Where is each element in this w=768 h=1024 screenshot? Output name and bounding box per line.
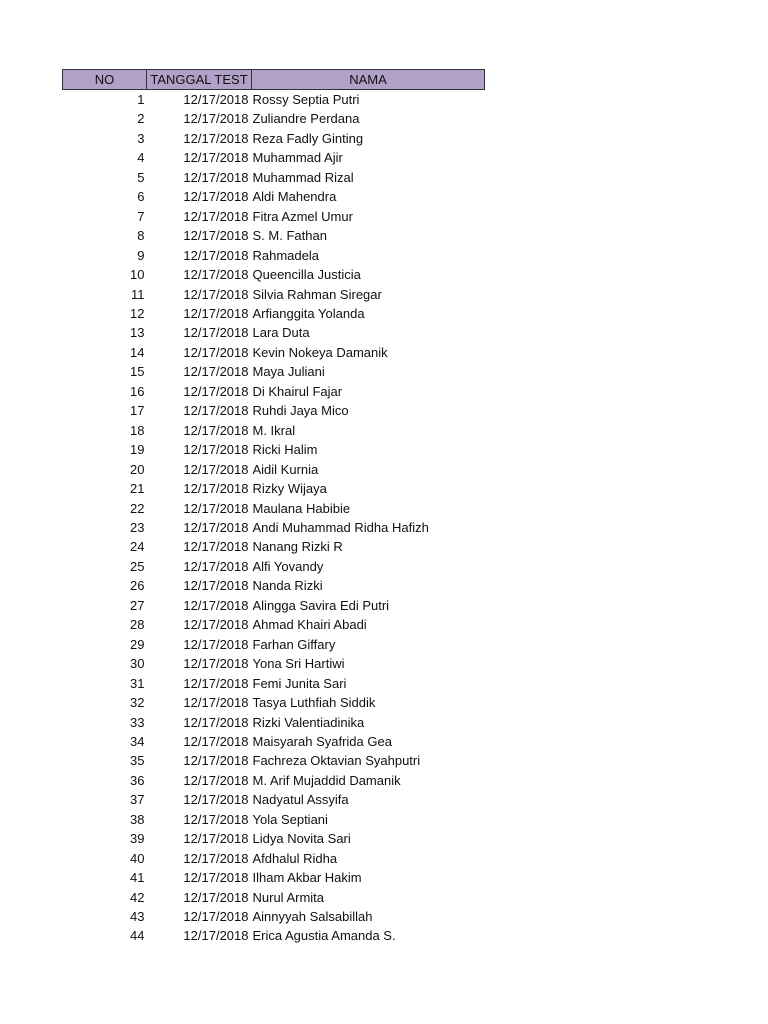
table-row [63, 187, 485, 206]
test-date-cell: 12/17/2018 [183, 792, 249, 808]
row-number-cell: 6 [137, 189, 145, 205]
table-row [63, 499, 485, 518]
test-date-cell: 12/17/2018 [183, 733, 249, 749]
test-date-cell: 12/17/2018 [183, 228, 249, 244]
test-date-cell: 12/17/2018 [183, 597, 249, 613]
row-number-cell: 24 [130, 539, 145, 555]
name-cell: Yona Sri Hartiwi [252, 656, 345, 672]
row-number-cell: 32 [130, 695, 145, 711]
name-cell: Tasya Luthfiah Siddik [252, 695, 376, 711]
name-cell: Fachreza Oktavian Syahputri [252, 753, 421, 769]
name-cell: Aldi Mahendra [252, 189, 337, 205]
table-row [63, 810, 485, 829]
table-row [63, 129, 485, 148]
row-number-cell: 42 [130, 889, 145, 905]
test-date-cell: 12/17/2018 [183, 130, 249, 146]
name-cell: Rizky Wijaya [252, 481, 327, 497]
test-date-cell: 12/17/2018 [183, 753, 249, 769]
header-row [63, 70, 485, 90]
table-row [63, 323, 485, 342]
test-date-cell: 12/17/2018 [183, 831, 249, 847]
table-row [63, 518, 485, 537]
name-cell: Nanang Rizki R [252, 539, 343, 555]
row-number-cell: 1 [137, 92, 145, 107]
name-cell: Kevin Nokeya Damanik [252, 344, 388, 360]
table-row [63, 537, 485, 556]
name-cell: Muhammad Rizal [252, 169, 354, 185]
row-number-cell: 27 [130, 597, 145, 613]
test-date-cell: 12/17/2018 [183, 422, 249, 438]
row-number-cell: 26 [130, 578, 145, 594]
row-number-cell: 8 [137, 228, 145, 244]
test-date-cell: 12/17/2018 [183, 811, 249, 827]
row-number-cell: 9 [137, 247, 145, 263]
test-date-cell: 12/17/2018 [183, 578, 249, 594]
test-date-cell: 12/17/2018 [183, 889, 249, 905]
table-row [63, 576, 485, 595]
row-number-cell: 5 [137, 169, 145, 185]
row-number-cell: 39 [130, 831, 145, 847]
test-date-cell: 12/17/2018 [183, 539, 249, 555]
header-name: NAMA [252, 70, 485, 90]
table-row [63, 401, 485, 420]
test-date-cell: 12/17/2018 [183, 169, 249, 185]
test-date-cell: 12/17/2018 [183, 928, 249, 944]
row-number-cell: 44 [130, 928, 145, 944]
row-number-cell: 23 [130, 519, 145, 535]
name-cell: Afdhalul Ridha [252, 850, 338, 866]
table-row [63, 849, 485, 868]
name-cell: Aidil Kurnia [252, 461, 319, 477]
table-row [63, 207, 485, 226]
test-date-cell: 12/17/2018 [183, 519, 249, 535]
header-test-date: TANGGAL TEST [147, 70, 252, 90]
test-date-cell: 12/17/2018 [183, 92, 249, 107]
row-number-cell: 31 [130, 675, 145, 691]
test-date-cell: 12/17/2018 [183, 305, 249, 321]
table-row [63, 868, 485, 887]
name-cell: Muhammad Ajir [252, 150, 343, 166]
name-cell: Ricki Halim [252, 442, 318, 458]
test-date-cell: 12/17/2018 [183, 617, 249, 633]
test-date-cell: 12/17/2018 [183, 344, 249, 360]
table-row [63, 751, 485, 770]
table-body [63, 90, 485, 946]
table-row [63, 888, 485, 907]
row-number-cell: 14 [130, 344, 145, 360]
row-number-cell: 30 [130, 656, 145, 672]
table-row [63, 226, 485, 245]
test-date-cell: 12/17/2018 [183, 909, 249, 925]
test-date-cell: 12/17/2018 [183, 247, 249, 263]
name-cell: Femi Junita Sari [252, 675, 347, 691]
table-row [63, 674, 485, 693]
test-date-cell: 12/17/2018 [183, 267, 249, 283]
table-row [63, 90, 485, 110]
name-cell: Nanda Rizki [252, 578, 323, 594]
test-date-cell: 12/17/2018 [183, 189, 249, 205]
test-date-cell: 12/17/2018 [183, 461, 249, 477]
test-date-cell: 12/17/2018 [183, 364, 249, 380]
name-cell: Nurul Armita [252, 889, 325, 905]
name-cell: Reza Fadly Ginting [252, 130, 364, 146]
table-row [63, 109, 485, 128]
name-cell: Andi Muhammad Ridha Hafizh [252, 519, 429, 535]
name-cell: Ainnyyah Salsabillah [252, 909, 373, 925]
row-number-cell: 3 [137, 130, 145, 146]
test-date-cell: 12/17/2018 [183, 772, 249, 788]
test-date-cell: 12/17/2018 [183, 500, 249, 516]
table-row [63, 615, 485, 634]
test-date-cell: 12/17/2018 [183, 870, 249, 886]
participant-table [62, 69, 485, 946]
table-row [63, 421, 485, 440]
row-number-cell: 34 [130, 733, 145, 749]
table-row [63, 790, 485, 809]
test-date-cell: 12/17/2018 [183, 150, 249, 166]
name-cell: Silvia Rahman Siregar [252, 286, 382, 302]
row-number-cell: 25 [130, 558, 145, 574]
table-row [63, 829, 485, 848]
table-row [63, 557, 485, 576]
row-number-cell: 4 [137, 150, 145, 166]
row-number-cell: 20 [130, 461, 145, 477]
table-row [63, 926, 485, 945]
table-row [63, 693, 485, 712]
row-number-cell: 18 [130, 422, 145, 438]
name-cell: Rossy Septia Putri [252, 92, 360, 107]
test-date-cell: 12/17/2018 [183, 383, 249, 399]
test-date-cell: 12/17/2018 [183, 656, 249, 672]
row-number-cell: 12 [130, 305, 145, 321]
row-number-cell: 22 [130, 500, 145, 516]
table-row [63, 343, 485, 362]
row-number-cell: 29 [130, 636, 145, 652]
test-date-cell: 12/17/2018 [183, 208, 249, 224]
table-header [63, 70, 485, 90]
test-date-cell: 12/17/2018 [183, 325, 249, 341]
name-cell: Rizki Valentiadinika [252, 714, 365, 730]
name-cell: M. Arif Mujaddid Damanik [252, 772, 401, 788]
name-cell: Erica Agustia Amanda S. [252, 928, 396, 944]
test-date-cell: 12/17/2018 [183, 481, 249, 497]
row-number-cell: 2 [137, 111, 145, 127]
test-date-cell: 12/17/2018 [183, 111, 249, 127]
name-cell: Maya Juliani [252, 364, 325, 380]
row-number-cell: 35 [130, 753, 145, 769]
row-number-cell: 7 [137, 208, 145, 224]
row-number-cell: 36 [130, 772, 145, 788]
table-row [63, 382, 485, 401]
name-cell: Ilham Akbar Hakim [252, 870, 362, 886]
name-cell: Maisyarah Syafrida Gea [252, 733, 392, 749]
name-cell: Farhan Giffary [252, 636, 336, 652]
table-row [63, 460, 485, 479]
row-number-cell: 17 [130, 403, 145, 419]
name-cell: Fitra Azmel Umur [252, 208, 353, 224]
table-row [63, 148, 485, 167]
row-number-cell: 33 [130, 714, 145, 730]
table-row [63, 771, 485, 790]
test-date-cell: 12/17/2018 [183, 675, 249, 691]
name-cell: Ahmad Khairi Abadi [252, 617, 367, 633]
name-cell: Zuliandre Perdana [252, 111, 360, 127]
row-number-cell: 40 [130, 850, 145, 866]
name-cell: Alingga Savira Edi Putri [252, 597, 390, 613]
name-cell: Nadyatul Assyifa [252, 792, 349, 808]
test-date-cell: 12/17/2018 [183, 850, 249, 866]
row-number-cell: 43 [130, 909, 145, 925]
name-cell: Ruhdi Jaya Mico [252, 403, 349, 419]
row-number-cell: 37 [130, 792, 145, 808]
name-cell: Arfianggita Yolanda [252, 305, 365, 321]
name-cell: Rahmadela [252, 247, 319, 263]
name-cell: Yola Septiani [252, 811, 328, 827]
table-row [63, 907, 485, 926]
test-date-cell: 12/17/2018 [183, 286, 249, 302]
name-cell: Di Khairul Fajar [252, 383, 343, 399]
table-row [63, 285, 485, 304]
table-row [63, 479, 485, 498]
name-cell: Maulana Habibie [252, 500, 351, 516]
row-number-cell: 41 [130, 870, 145, 886]
row-number-cell: 38 [130, 811, 145, 827]
row-number-cell: 19 [130, 442, 145, 458]
table-row [63, 732, 485, 751]
table-row [63, 265, 485, 284]
test-date-cell: 12/17/2018 [183, 442, 249, 458]
name-cell: Alfi Yovandy [252, 558, 324, 574]
table-row [63, 304, 485, 323]
table-row [63, 635, 485, 654]
name-cell: Lara Duta [252, 325, 310, 341]
table-row [63, 440, 485, 459]
test-date-cell: 12/17/2018 [183, 636, 249, 652]
test-date-cell: 12/17/2018 [183, 558, 249, 574]
row-number-cell: 11 [131, 286, 145, 302]
name-cell: Queencilla Justicia [252, 267, 361, 283]
test-date-cell: 12/17/2018 [183, 695, 249, 711]
row-number-cell: 16 [130, 383, 145, 399]
table-row [63, 246, 485, 265]
name-cell: S. M. Fathan [252, 228, 327, 244]
row-number-cell: 21 [130, 481, 145, 497]
table-row [63, 362, 485, 381]
row-number-cell: 13 [130, 325, 145, 341]
row-number-cell: 15 [130, 364, 145, 380]
table-row [63, 713, 485, 732]
name-cell: M. Ikral [252, 422, 296, 438]
table-row [63, 654, 485, 673]
name-cell: Lidya Novita Sari [252, 831, 351, 847]
test-date-cell: 12/17/2018 [183, 403, 249, 419]
row-number-cell: 10 [130, 267, 145, 283]
header-no: NO [63, 70, 147, 90]
table-row [63, 596, 485, 615]
test-date-cell: 12/17/2018 [183, 714, 249, 730]
table-row [63, 168, 485, 187]
row-number-cell: 28 [130, 617, 145, 633]
